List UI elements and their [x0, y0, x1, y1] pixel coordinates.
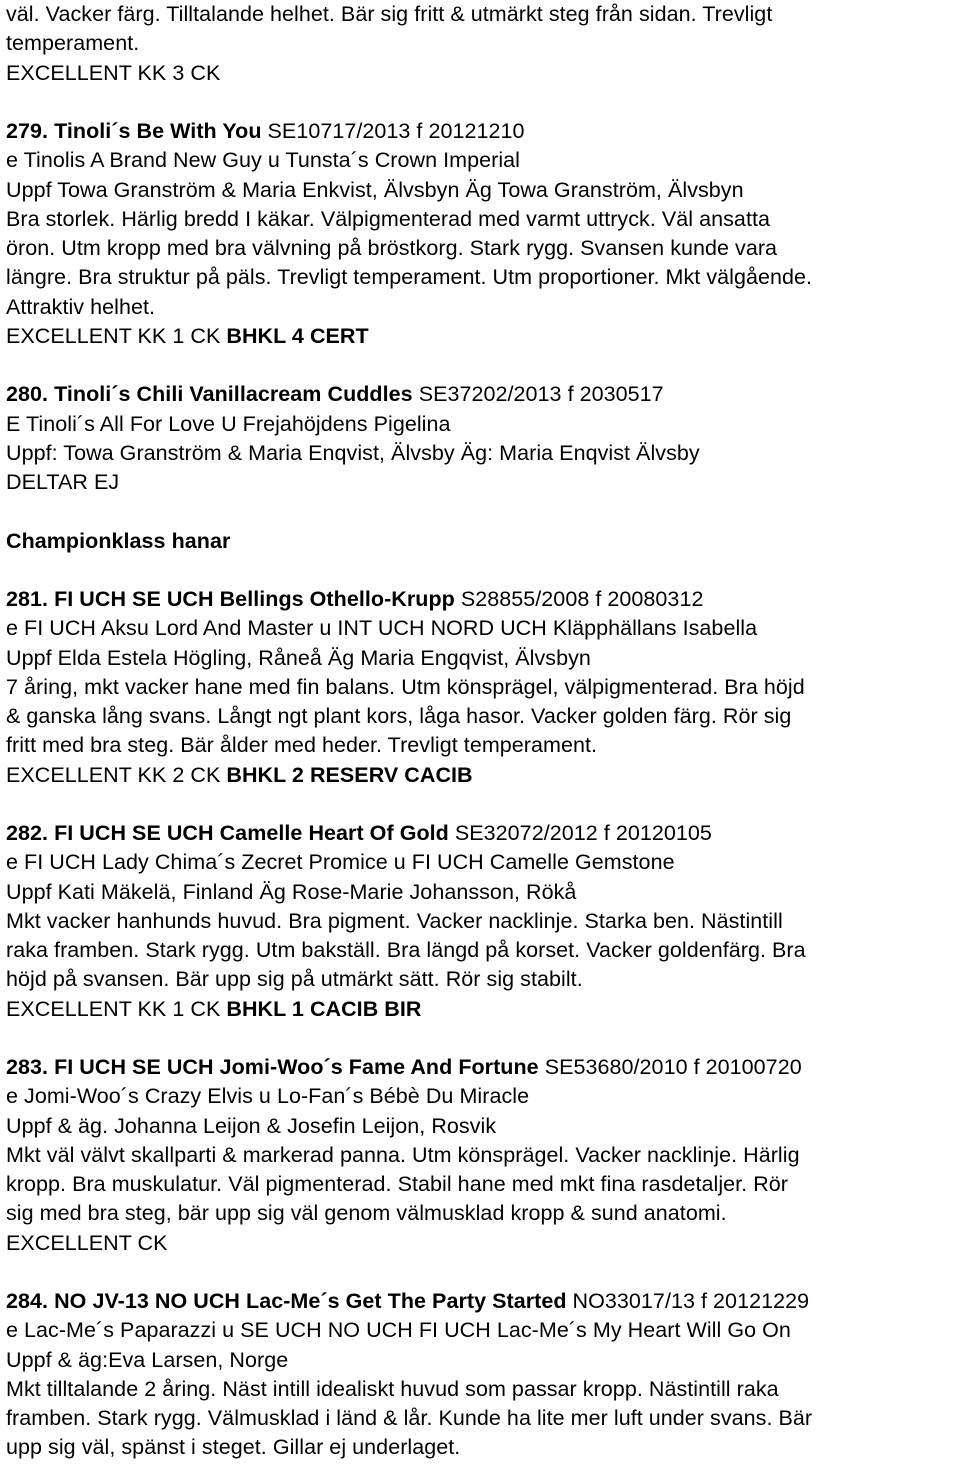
text-run: Mkt tilltalande 2 åring. Näst intill idealiskt huvud som passar kropp. Nästintill raka — [6, 1376, 779, 1401]
text-run: Mkt väl välvt skallparti & markerad panna. Utm könsprägel. Vacker nacklinje. Härlig — [6, 1142, 800, 1167]
text-run: 7 åring, mkt vacker hane med fin balans. Utm könsprägel, välpigmenterad. Bra höjd — [6, 674, 805, 699]
text-line — [6, 907, 783, 935]
text-line — [6, 176, 744, 204]
text-line — [6, 995, 421, 1023]
text-line — [6, 29, 139, 57]
text-line — [6, 322, 369, 350]
text-run: framben. Stark rygg. Välmusklad i länd & lår. Kunde ha lite mer luft under svans. Bär — [6, 1406, 813, 1430]
text-run: Uppf: Towa Granström & Maria Enqvist, Älvsby Äg: Maria Enqvist Älvsby — [6, 440, 700, 465]
text-line — [6, 293, 155, 321]
text-run: Bra storlek. Härlig bredd I käkar. Välpigmenterad med varmt uttryck. Väl ansatta — [6, 206, 770, 231]
text-run: höjd på svansen. Bär upp sig på utmärkt sätt. Rör sig stabilt. — [6, 967, 583, 992]
text-run: SE37202/2013 f 2030517 — [412, 382, 664, 407]
text-line — [6, 1316, 791, 1344]
text-line — [6, 1082, 529, 1110]
text-line — [6, 1229, 168, 1257]
text-line — [6, 527, 230, 555]
text-run: Attraktiv helhet. — [6, 294, 156, 319]
text-line — [6, 644, 591, 672]
text-line — [6, 439, 700, 467]
text-line — [6, 1170, 788, 1198]
text-line — [6, 468, 119, 496]
text-line — [6, 146, 520, 174]
text-run: Uppf Elda Estela Högling, Råneå Äg Maria Engqvist, Älvsbyn — [6, 645, 591, 670]
text-run: e FI UCH Lady Chima´s Zecret Promice u FI UCH Camelle Gemstone — [6, 850, 675, 875]
text-line — [6, 1287, 809, 1315]
text-line — [6, 0, 772, 28]
text-line — [6, 761, 473, 789]
text-run: S28855/2008 f 20080312 — [454, 587, 704, 611]
text-run: kropp. Bra muskulatur. Väl pigmenterad. Stabil hane med mkt fina rasdetaljer. Rör — [6, 1172, 789, 1196]
text-line — [6, 819, 712, 847]
text-run: Uppf Towa Granström & Maria Enkvist, Älvsbyn Äg Towa Granström, Älvsbyn — [6, 177, 744, 202]
text-line — [6, 1346, 288, 1374]
text-run: fritt med bra steg. Bär ålder med heder. Trevligt temperament. — [6, 733, 598, 758]
text-run: SE53680/2010 f 20100720 — [538, 1055, 802, 1079]
text-run: upp sig väl, spänst i steget. Gillar ej underlaget. — [6, 1435, 461, 1460]
text-run: EXCELLENT KK 1 CK — [6, 323, 227, 348]
text-run: SE32072/2012 f 20120105 — [448, 821, 712, 845]
text-run: e FI UCH Aksu Lord And Master u INT UCH NORD UCH Kläpphällans Isabella — [6, 616, 758, 641]
text-line — [6, 1404, 812, 1432]
text-line — [6, 59, 220, 87]
text-run: e Jomi-Woo´s Crazy Elvis u Lo-Fan´s Bébè Du Miracle — [6, 1084, 530, 1109]
text-run: EXCELLENT KK 2 CK — [6, 762, 227, 787]
text-run: längre. Bra struktur på päls. Trevligt temperament. Utm proportioner. Mkt välgående. — [6, 265, 813, 290]
text-line — [6, 1375, 779, 1403]
bold-text-run: 280. Tinoli´s Chili Vanillacream Cuddles — [6, 382, 413, 407]
text-line — [6, 848, 675, 876]
bold-text-run: 279. Tinoli´s Be With You — [6, 119, 262, 143]
text-line — [6, 1141, 800, 1169]
text-line — [6, 1053, 802, 1081]
bold-text-run: Championklass hanar — [6, 528, 231, 553]
text-run: DELTAR EJ — [6, 470, 120, 494]
bold-text-run: 284. NO JV-13 NO UCH Lac-Me´s Get The Party Started — [6, 1289, 567, 1313]
text-line — [6, 1199, 727, 1227]
text-line — [6, 263, 812, 291]
bold-text-run: 283. FI UCH SE UCH Jomi-Woo´s Fame And Fortune — [6, 1055, 539, 1079]
text-line — [6, 1112, 496, 1140]
text-line — [6, 585, 703, 613]
bold-text-run: BHKL 2 RESERV CACIB — [226, 762, 473, 787]
text-line — [6, 1433, 460, 1461]
text-run: raka framben. Stark rygg. Utm bakställ. Bra längd på korset. Vacker goldenfärg. Bra — [6, 938, 806, 962]
text-line — [6, 936, 806, 964]
text-line — [6, 614, 757, 642]
text-line — [6, 673, 805, 701]
text-run: Uppf & äg:Eva Larsen, Norge — [6, 1347, 289, 1372]
text-line — [6, 731, 597, 759]
text-run: EXCELLENT KK 1 CK — [6, 996, 227, 1021]
bold-text-run: 281. FI UCH SE UCH Bellings Othello-Krupp — [6, 587, 455, 611]
text-line — [6, 965, 583, 993]
text-run: e Tinolis A Brand New Guy u Tunsta´s Crown Imperial — [6, 148, 520, 173]
text-line — [6, 380, 664, 408]
text-run: NO33017/13 f 20121229 — [566, 1289, 810, 1313]
bold-text-run: 282. FI UCH SE UCH Camelle Heart Of Gold — [6, 821, 449, 845]
text-line — [6, 117, 525, 145]
text-run: E Tinoli´s All For Love U Frejahöjdens Pigelina — [6, 411, 451, 436]
text-run: e Lac-Me´s Paparazzi u SE UCH NO UCH FI UCH Lac-Me´s My Heart Will Go On — [6, 1318, 791, 1343]
bold-text-run: BHKL 4 CERT — [226, 323, 369, 348]
text-run: Uppf Kati Mäkelä, Finland Äg Rose-Marie Johansson, Rökå — [6, 879, 577, 904]
text-line — [6, 205, 770, 233]
text-run: EXCELLENT CK — [6, 1230, 168, 1255]
text-run: SE10717/2013 f 20121210 — [261, 119, 525, 143]
text-line — [6, 234, 777, 262]
text-run: & ganska lång svans. Långt ngt plant kors, låga hasor. Vacker golden färg. Rör sig — [6, 704, 792, 728]
text-run: Uppf & äg. Johanna Leijon & Josefin Leijon, Rosvik — [6, 1113, 497, 1138]
text-run: sig med bra steg, bär upp sig väl genom välmusklad kropp & sund anatomi. — [6, 1201, 727, 1226]
bold-text-run: BHKL 1 CACIB BIR — [226, 996, 422, 1021]
text-run: EXCELLENT KK 3 CK — [6, 60, 221, 85]
text-run: Mkt vacker hanhunds huvud. Bra pigment. Vacker nacklinje. Starka ben. Nästintill — [6, 908, 783, 933]
text-run: öron. Utm kropp med bra välvning på bröstkorg. Stark rygg. Svansen kunde vara — [6, 236, 778, 260]
text-line — [6, 878, 576, 906]
text-run: väl. Vacker färg. Tilltalande helhet. Bär sig fritt & utmärkt steg från sidan. Trevligt — [6, 2, 773, 26]
text-run: temperament. — [6, 31, 140, 56]
text-line — [6, 702, 791, 730]
text-line — [6, 410, 451, 438]
